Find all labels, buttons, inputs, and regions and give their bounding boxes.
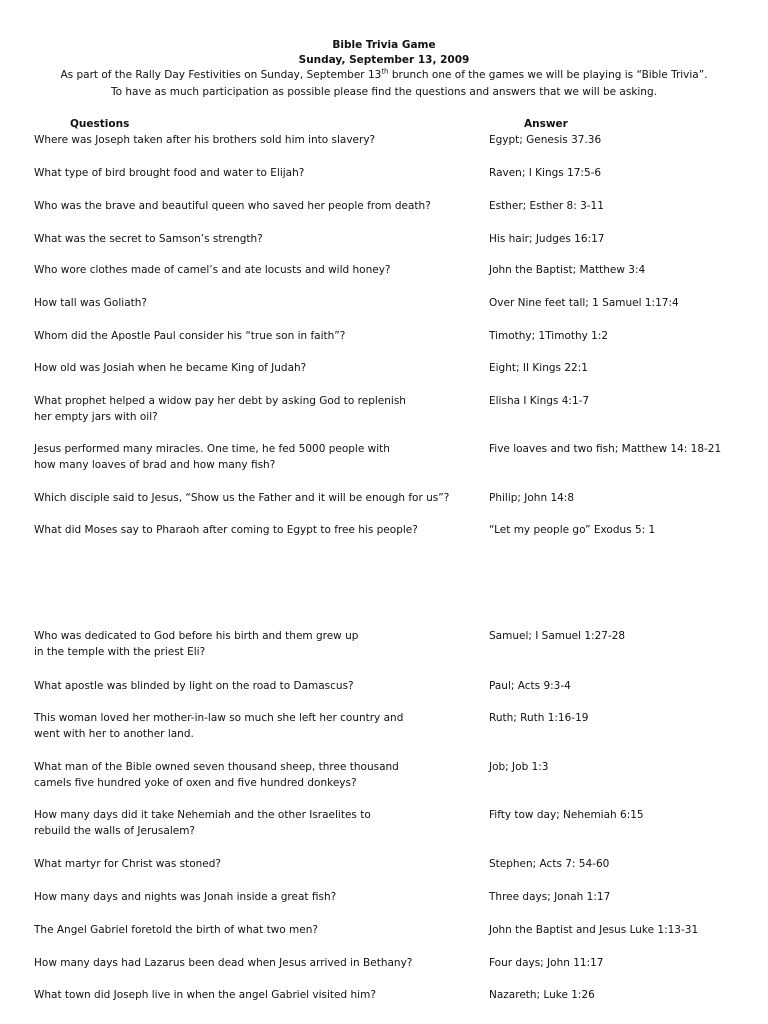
answer-text: Ruth; Ruth 1:16-19 (489, 712, 589, 724)
intro-superscript: th (381, 67, 389, 76)
answer-text: Five loaves and two fish; Matthew 14: 18-21 (489, 443, 722, 455)
document-title: Bible Trivia Game (332, 39, 436, 51)
answer-text: Over Nine feet tall; 1 Samuel 1:17:4 (489, 297, 679, 309)
answer-text: Eight; II Kings 22:1 (489, 362, 588, 374)
question-text: How many days did it take Nehemiah and the other Israelites to rebuild the walls of Jerusalem? (34, 809, 371, 837)
question-text: What type of bird brought food and water to Elijah? (34, 167, 305, 179)
intro-text-b: brunch one of the games we will be playing is “Bible Trivia”. (388, 69, 708, 81)
intro-text-a: As part of the Rally Day Festivities on Sunday, September 13 (60, 69, 382, 81)
answer-text: Job; Job 1:3 (489, 761, 549, 773)
question-text: What martyr for Christ was stoned? (34, 858, 222, 870)
question-text: What was the secret to Samson’s strength? (34, 233, 263, 245)
answer-text: John the Baptist; Matthew 3:4 (489, 264, 646, 276)
question-text: Where was Joseph taken after his brothers sold him into slavery? (34, 134, 376, 146)
answer-text: Egypt; Genesis 37.36 (489, 134, 602, 146)
question-text: What man of the Bible owned seven thousand sheep, three thousand camels five hundred yoke of oxen and five hundred donkeys? (34, 761, 399, 789)
question-text: Who was the brave and beautiful queen who saved her people from death? (34, 200, 431, 212)
answer-text: Timothy; 1Timothy 1:2 (489, 330, 609, 342)
questions-column-header: Questions (70, 118, 130, 130)
question-text: What did Moses say to Pharaoh after coming to Egypt to free his people? (34, 524, 418, 536)
question-text: What apostle was blinded by light on the road to Damascus? (34, 680, 354, 692)
intro-line-1 (0, 68, 768, 82)
question-text: Who was dedicated to God before his birth and them grew up in the temple with the priest Eli? (34, 630, 359, 658)
answer-column-header: Answer (524, 118, 568, 130)
question-text: Who wore clothes made of camel’s and ate locusts and wild honey? (34, 264, 391, 276)
question-text: How tall was Goliath? (34, 297, 147, 309)
answer-text: Paul; Acts 9:3-4 (489, 680, 571, 692)
answer-text: John the Baptist and Jesus Luke 1:13-31 (489, 924, 699, 936)
answer-text: Philip; John 14:8 (489, 492, 575, 504)
question-text: How many days had Lazarus been dead when Jesus arrived in Bethany? (34, 957, 413, 969)
intro-line-2: To have as much participation as possible please find the questions and answers that we will be asking. (111, 86, 657, 98)
question-text: Which disciple said to Jesus, “Show us the Father and it will be enough for us”? (34, 492, 450, 504)
document-date: Sunday, September 13, 2009 (298, 54, 470, 66)
answer-text: “Let my people go” Exodus 5: 1 (489, 524, 656, 536)
question-text: How many days and nights was Jonah inside a great fish? (34, 891, 337, 903)
question-text: How old was Josiah when he became King of Judah? (34, 362, 307, 374)
question-text: What prophet helped a widow pay her debt by asking God to replenish her empty jars with oil? (34, 395, 406, 423)
question-text: Jesus performed many miracles. One time, he fed 5000 people with how many loaves of brad and how many fish? (34, 443, 390, 471)
answer-text: Raven; I Kings 17:5-6 (489, 167, 602, 179)
answer-text: His hair; Judges 16:17 (489, 233, 605, 245)
question-text: Whom did the Apostle Paul consider his “true son in faith”? (34, 330, 346, 342)
answer-text: Esther; Esther 8: 3-11 (489, 200, 604, 212)
question-text: This woman loved her mother-in-law so much she left her country and went with her to another land. (34, 712, 404, 740)
answer-text: Elisha I Kings 4:1-7 (489, 395, 590, 407)
answer-text: Three days; Jonah 1:17 (489, 891, 611, 903)
question-text: What town did Joseph live in when the angel Gabriel visited him? (34, 989, 376, 1001)
answer-text: Fifty tow day; Nehemiah 6:15 (489, 809, 644, 821)
answer-text: Four days; John 11:17 (489, 957, 604, 969)
answer-text: Stephen; Acts 7: 54-60 (489, 858, 610, 870)
question-text: The Angel Gabriel foretold the birth of what two men? (34, 924, 318, 936)
answer-text: Samuel; I Samuel 1:27-28 (489, 630, 626, 642)
answer-text: Nazareth; Luke 1:26 (489, 989, 595, 1001)
